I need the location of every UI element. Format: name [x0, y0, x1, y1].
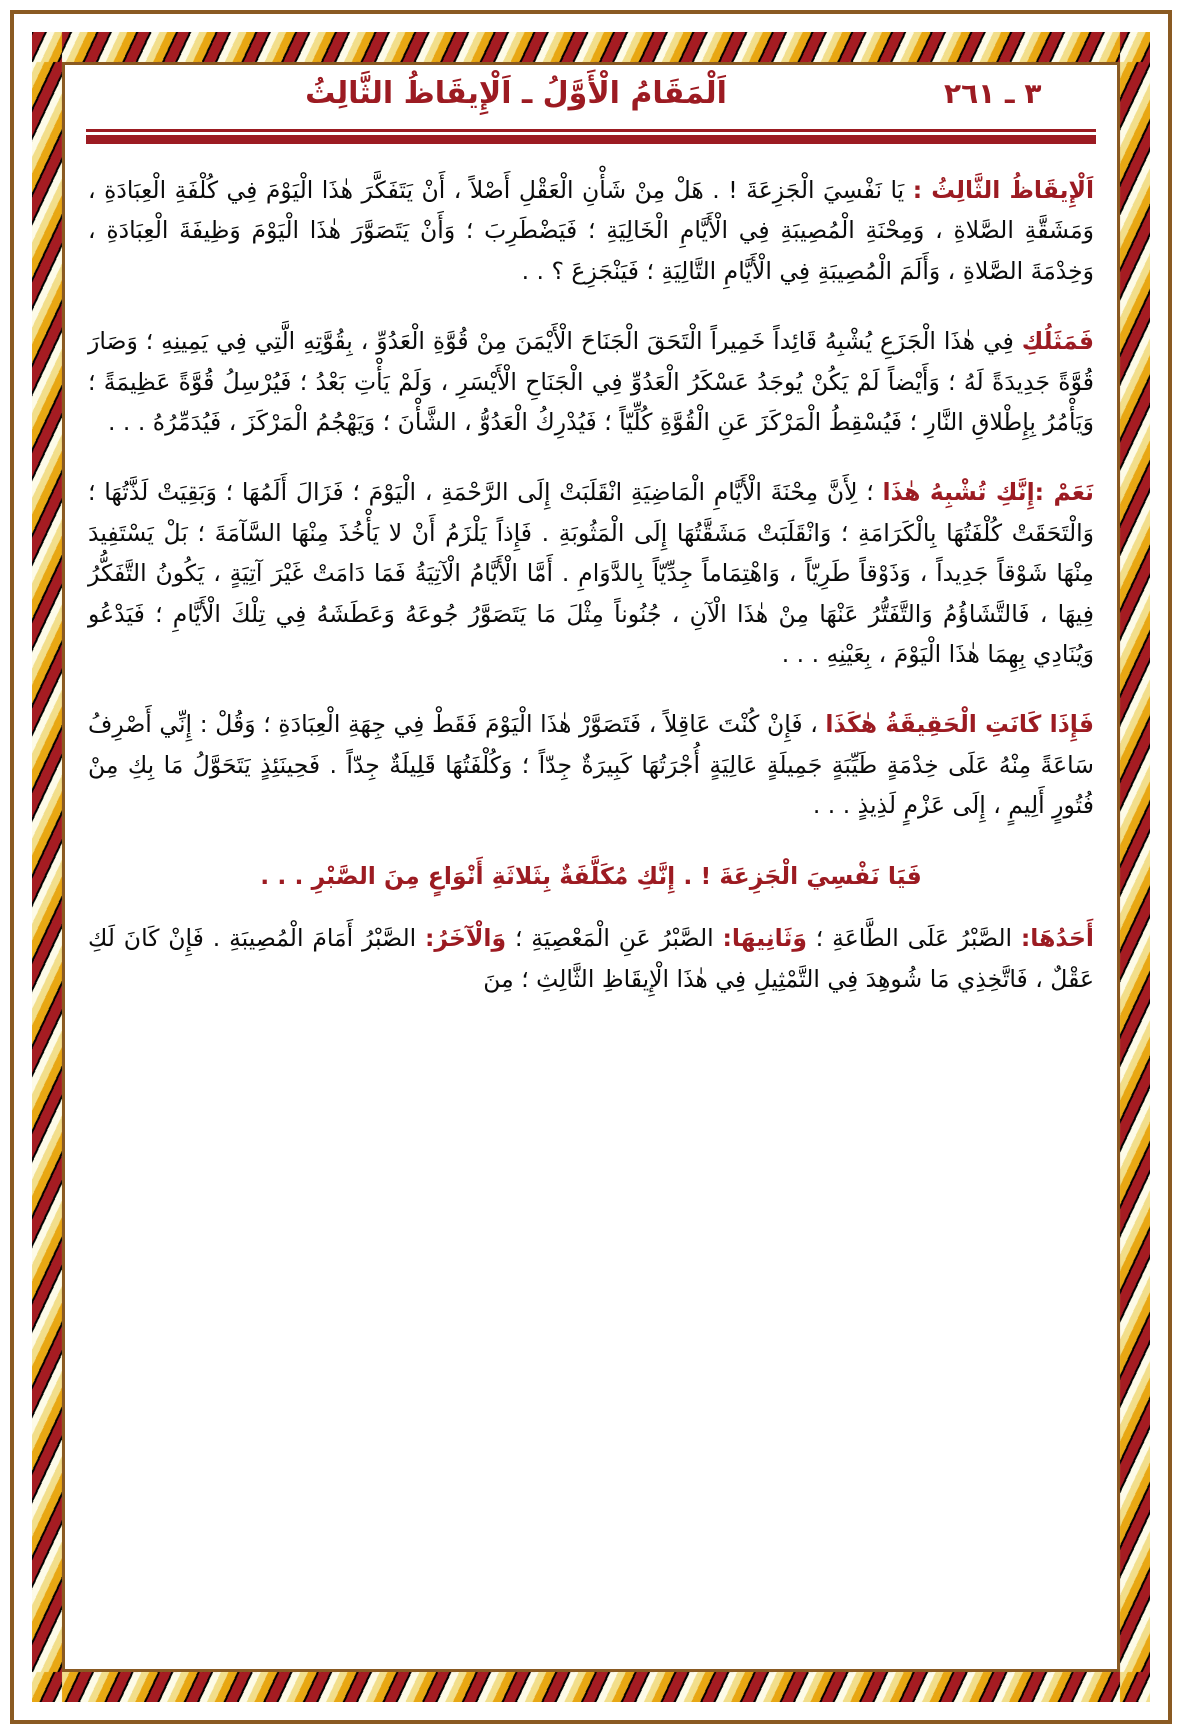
- paragraph-5-lead-first: أَحَدُهَا:: [1020, 924, 1094, 953]
- paragraph-2: [88, 321, 1094, 442]
- page-title: اَلْمَقَامُ الْأَوَّلُ ـ اَلْإِيقَاظُ الثَّالِثُ: [305, 76, 727, 111]
- paragraph-5-text-second: الصَّبْرُ عَنِ الْمَعْصِيَةِ ؛: [506, 924, 723, 953]
- paragraph-1-body: يَا نَفْسِيَ الْجَزِعَةَ ! . هَلْ مِنْ شَأْنِ الْعَقْلِ أَصْلاً ، أَنْ يَتَفَكَّرَ هٰذَا الْيَوْمَ فِي كُلْفَةِ الْعِبَادَةِ ، وَمَشَقَّةِ الصَّلاةِ ، وَمِحْنَةِ الْمُصِيبَةِ فِي الْأَيَّامِ الْخَالِيَةِ ؛ فَيَضْطَرِبَ ؛ وَأَنْ يَتَصَوَّرَ هٰذَا الْيَوْمَ وَظِيفَةَ الْعِبَادَةِ ، وَخِدْمَةَ الصَّلاةِ ، وَأَلَمَ الْمُصِيبَةِ فِي الْأَيَّامِ التَّالِيَةِ ؛ فَيَنْجَزِعَ ؟ . .: [88, 176, 1094, 285]
- paragraph-3-body: ؛ لِأَنَّ مِحْنَةَ الْأَيَّامِ الْمَاضِيَةِ انْقَلَبَتْ إِلَى الرَّحْمَةِ ، الْيَوْمَ ؛ فَزَالَ أَلَمُهَا ؛ وَبَقِيَتْ لَذَّتُهَا ؛ وَالْتَحَقَتْ كُلْفَتُهَا بِالْكَرَامَةِ ؛ وَانْقَلَبَتْ مَشَقَّتُهَا إِلَى الْمَثُوبَةِ . فَإِذاً يَلْزَمُ أَنْ لا يَأْخُذَ مِنْهَا السَّآمَةَ ؛ بَلْ يَسْتَفِيدَ مِنْهَا شَوْقاً جَدِيداً ، وَذَوْقاً طَرِيّاً ، وَاهْتِمَاماً جِدِّيّاً بِالدَّوَامِ . أَمَّا الْأَيَّامُ الْآتِيَةُ فَمَا دَامَتْ غَيْرَ آتِيَةٍ ، يَكُونُ التَّفَكُّرُ فِيهَا ، فَالتَّشَاؤُمُ وَالتَّفَتُّرُ عَنْهَا مِنْ هٰذَا الْآنِ ، جُنُوناً مِثْلَ مَا يَتَصَوَّرُ جُوعَهُ وَعَطَشَهُ فِي تِلْكَ الْأَيَّامِ ؛ فَيَدْعُو وَيُنَادِي بِهِمَا هٰذَا الْيَوْمَ ، بِعَيْنِهِ . . .: [88, 478, 1094, 669]
- paragraph-5-lead-second: وَثَانِيهَا:: [722, 924, 807, 953]
- header-divider: [86, 129, 1096, 144]
- page-number: ٣ ـ ٢٦١: [944, 77, 1042, 110]
- paragraph-2-lead: فَمَثَلُكِ: [1021, 327, 1094, 356]
- paragraph-1-lead: اَلْإِيقَاظُ الثَّالِثُ :: [912, 176, 1094, 204]
- paragraph-1: [88, 170, 1094, 291]
- paragraph-3-lead-emphasis: إِنَّكِ تُشْبِهُ هٰذَا: [882, 478, 1035, 507]
- paragraph-5-lead-third: وَالْآخَرُ:: [424, 924, 507, 953]
- paragraph-5-text-third: الصَّبْرُ أَمَامَ الْمُصِيبَةِ . فَإِنْ كَانَ لَكِ عَقْلٌ ، فَاتَّخِذِي مَا شُوهِدَ فِي التَّمْثِيلِ فِي هٰذَا الْإِيقَاظِ الثَّالِثِ ؛ مِنَ: [88, 924, 1094, 993]
- page-header: [74, 62, 1108, 111]
- paragraph-3: [88, 472, 1094, 674]
- paragraph-5-text-first: الصَّبْرُ عَلَى الطَّاعَةِ ؛: [806, 924, 1021, 953]
- page-content: [74, 62, 1108, 1664]
- centered-red-statement: فَيَا نَفْسِيَ الْجَزِعَةَ ! . إِنَّكِ مُكَلَّفَةٌ بِثَلاثَةِ أَنْوَاعٍ مِنَ الصَّبْرِ . . .: [260, 861, 922, 890]
- paragraph-5: [88, 918, 1094, 999]
- paragraph-3-lead: نَعَمْ :: [1034, 478, 1094, 507]
- paragraph-4-lead: فَإِذَا كَانَتِ الْحَقِيقَةُ هٰكَذَا: [825, 710, 1094, 739]
- paragraph-2-body: فِي هٰذَا الْجَزَعِ يُشْبِهُ قَائِداً خَمِيراً الْتَحَقَ الْجَنَاحَ الْأَيْمَنَ مِنْ قُوَّةِ الْعَدُوِّ ، بِقُوَّتِهِ الَّتِي فِي يَمِينِهِ ؛ وَصَارَ قُوَّةً جَدِيدَةً لَهُ ؛ وَأَيْضاً لَمْ يَكُنْ يُوجَدُ عَسْكَرُ الْعَدُوِّ فِي الْجَنَاحِ الْأَيْسَرِ ، وَلَمْ يَأْتِ بَعْدُ ؛ فَيُرْسِلُ قُوَّةً عَظِيمَةً ؛ وَيَأْمُرُ بِإِطْلاقِ النَّارِ ؛ فَيُسْقِطُ الْمَرْكَزَ عَنِ الْقُوَّةِ كُلِّيّاً ؛ فَيُدْرِكُ الْعَدُوُّ ، الشَّأْنَ ؛ وَيَهْجُمُ الْمَرْكَزَ ، فَيُدَمِّرُهُ . . .: [88, 327, 1094, 437]
- paragraph-4-body: ، فَإِنْ كُنْتَ عَاقِلاً ، فَتَصَوَّرْ هٰذَا الْيَوْمَ فَقَطْ فِي جِهَةِ الْعِبَادَةِ ؛ وَقُلْ : إِنِّي أَصْرِفُ سَاعَةً مِنْهُ عَلَى خِدْمَةٍ طَيِّبَةٍ جَمِيلَةٍ عَالِيَةٍ أُجْرَتُهَا كَبِيرَةٌ جِدّاً ؛ وَكُلْفَتُهَا قَلِيلَةٌ جِدّاً . فَحِينَئِذٍ يَتَحَوَّلُ مَا بِكِ مِنْ فُتُورٍ أَلِيمٍ ، إِلَى عَزْمٍ لَذِيذٍ . . .: [88, 710, 1094, 820]
- divider-thick-line: [86, 135, 1096, 144]
- body-text: [88, 170, 1094, 999]
- paragraph-4: [88, 704, 1094, 825]
